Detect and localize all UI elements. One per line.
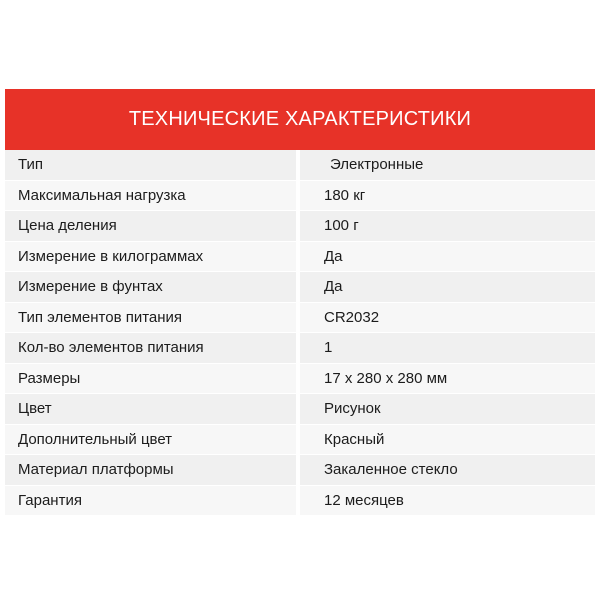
spec-row-type [5,150,595,181]
spec-value: 100 г [300,211,595,241]
spec-name: Кол-во элементов питания [5,333,300,363]
spec-header [5,89,595,150]
spec-name: Цвет [5,394,300,424]
spec-value: Да [300,242,595,272]
spec-row-battery-type [5,303,595,334]
spec-row-dimensions [5,364,595,395]
spec-card [5,89,595,517]
spec-value: CR2032 [300,303,595,333]
spec-name: Максимальная нагрузка [5,181,300,211]
spec-row-battery-count [5,333,595,364]
spec-name: Размеры [5,364,300,394]
spec-value: 1 [300,333,595,363]
spec-title: ТЕХНИЧЕСКИЕ ХАРАКТЕРИСТИКИ [128,108,472,130]
spec-name: Дополнительный цвет [5,425,300,455]
spec-value: Электронные [300,150,595,180]
spec-row-division [5,211,595,242]
spec-name: Измерение в фунтах [5,272,300,302]
spec-name: Материал платформы [5,455,300,485]
spec-name: Цена деления [5,211,300,241]
spec-row-max-load [5,181,595,212]
spec-row-platform-material [5,455,595,486]
spec-name: Гарантия [5,486,300,516]
spec-row-lb [5,272,595,303]
spec-name: Тип [5,150,300,180]
spec-row-extra-color [5,425,595,456]
spec-value: Закаленное стекло [300,455,595,485]
spec-name: Измерение в килограммах [5,242,300,272]
spec-row-kg [5,242,595,273]
spec-row-warranty [5,486,595,517]
spec-value: 12 месяцев [300,486,595,516]
spec-value: Красный [300,425,595,455]
spec-row-color [5,394,595,425]
spec-value: Да [300,272,595,302]
spec-name: Тип элементов питания [5,303,300,333]
spec-value: 17 x 280 x 280 мм [300,364,595,394]
spec-table [5,150,595,516]
spec-value: Рисунок [300,394,595,424]
spec-value: 180 кг [300,181,595,211]
